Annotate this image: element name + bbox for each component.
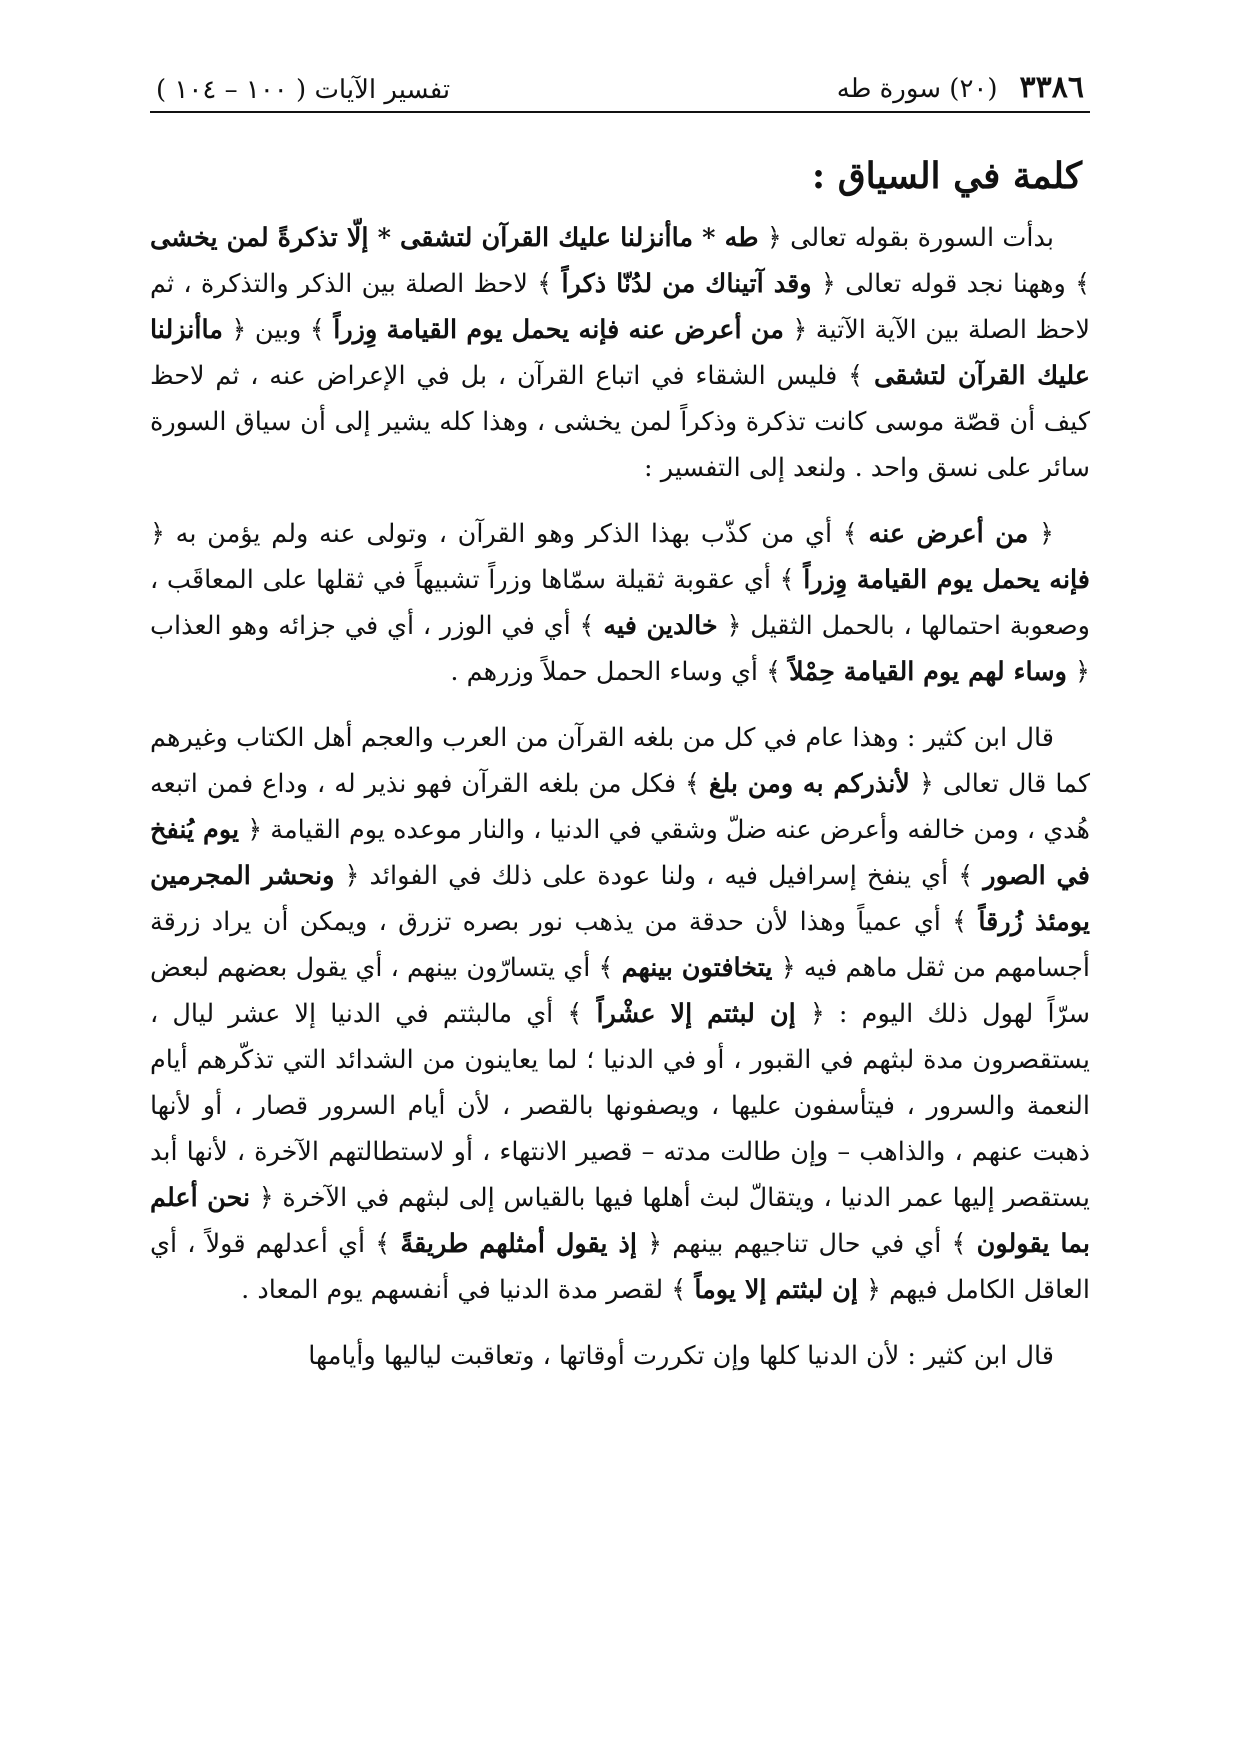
commentary-text: ﴾ فليس الشقاء في اتباع القرآن ، بل في الإعراض عنه ، ثم لاحظ كيف أن قصّة موسى كانت تذكرة وذكراً لمن يخشى ، وهذا كله يشير إلى أن سياق السورة سائر على نسق واحد . ولنعد إلى التفسير : [150, 361, 1090, 483]
commentary-text: ﴾ فكل من بلغه القرآن فهو نذير له ، وداع فمن اتبعه هُدي ، ومن خالفه وأعرض عنه ضلّ وشقي في الدنيا ، والنار موعده يوم القيامة ﴿ [150, 769, 1090, 845]
quran-quote: من أعرض عنه فإنه يحمل يوم القيامة وِزراً [333, 315, 784, 345]
commentary-text: ﴾ أي عقوبة ثقيلة سمّاها وزراً تشبيهاً في ثقلها على المعاقَب ، وصعوبة احتمالها ، بالحمل الثقيل ﴿ [150, 565, 1090, 641]
commentary-text: ﴾ وبين ﴿ [222, 315, 334, 345]
surah-name: (٢٠) سورة طه [836, 74, 998, 104]
quran-quote: من أعرض عنه [868, 519, 1029, 549]
commentary-text: ﴾ أي وساء الحمل حملاً وزرهم . [450, 657, 790, 687]
commentary-text: ﴾ أي مالبثتم في الدنيا إلا عشر ليال ، يستقصرون مدة لبثهم في القبور ، أو في الدنيا ؛ لما يعاينون من الشدائد التي تذكّرهم أيام النعمة والسرور ، فيتأسفون عليها ، ويصفونها بالقصر ، لأن أيام السرور قصار ، أو لأنها ذهبت عنهم ، والذاهب – وإن طالت مدته – قصير الانتهاء ، أو لاستطالتهم الآخرة ، لأنها أبد يستقصر إليها عمر الدنيا ، ويتقالّ لبث أهلها فيها بالقياس إلى لبثهم في الآخرة ﴿ [150, 999, 1090, 1213]
commentary-text: ﴾ أي عمياً وهذا لأن حدقة من يذهب نور بصره تزرق ، ويمكن أن يراد زرقة أجسامهم من ثقل ماهم فيه ﴿ [150, 907, 1091, 983]
quran-quote: يتخافتون بينهم [621, 953, 773, 983]
section-range: تفسير الآيات ( ١٠٠ – ١٠٤ ) [156, 75, 451, 105]
commentary-text: ﴾ أي في حال تناجيهم بينهم ﴿ [636, 1229, 977, 1259]
paragraph [150, 215, 1090, 491]
commentary-text: ﴾ أي من كذّب بهذا الذكر وهو القرآن ، وتولى عنه ولم يؤمن به ﴿ [150, 519, 869, 549]
commentary-text: ﴾ وههنا نجد قوله تعالى ﴿ [811, 269, 1091, 299]
section-title: كلمة في السياق : [811, 155, 1082, 197]
quran-quote: ماأنزلنا عليك القرآن لتشقى [150, 315, 1090, 391]
commentary-text: ﴾ أي ينفخ إسرافيل فيه ، ولنا عودة على ذلك في الفوائد ﴿ [334, 861, 984, 891]
page-number: ٣٣٨٦ [1019, 70, 1084, 105]
quran-quote: طه * ماأنزلنا عليك القرآن لتشقى * إلّا تذكرةً لمن يخشى [150, 223, 759, 253]
running-header [150, 70, 1090, 113]
commentary-text: قال ابن كثير : وهذا عام في كل من بلغه القرآن من العرب والعجم أهل الكتاب وغيرهم كما قال تعالى ﴿ [150, 723, 1090, 799]
commentary-text: ﴾ لاحظ الصلة بين الذكر والتذكرة ، ثم لاحظ الصلة بين الآية الآتية ﴿ [150, 269, 1091, 345]
commentary-text: ﴾ أي أعدلهم قولاً ، أي العاقل الكامل فيهم ﴿ [150, 1229, 1090, 1305]
quran-quote: لأنذركم به ومن بلغ [708, 769, 910, 799]
quran-quote: خالدين فيه [603, 611, 718, 641]
quran-quote: ونحشر المجرمين يومئذ زُرقاً [150, 861, 1090, 937]
quran-quote: نحن أعلم بما يقولون [150, 1183, 1091, 1259]
commentary-text: ﴿ [1028, 519, 1055, 549]
quran-quote: إن لبثتم إلا يوماً [694, 1275, 858, 1305]
header-right [837, 70, 1084, 105]
paragraph [150, 1333, 1090, 1379]
quran-quote: وقد آتيناك من لدُنّا ذكراً [561, 269, 812, 299]
quran-quote: إذ يقول أمثلهم طريقةً [400, 1229, 637, 1259]
commentary-text: ﴾ لقصر مدة الدنيا في أنفسهم يوم المعاد . [241, 1275, 695, 1305]
commentary-text: قال ابن كثير : لأن الدنيا كلها وإن تكررت أوقاتها ، وتعاقبت لياليها وأيامها [308, 1341, 1054, 1371]
paragraph [150, 511, 1090, 695]
paragraph [150, 715, 1090, 1313]
quran-quote: فإنه يحمل يوم القيامة وِزراً [803, 565, 1090, 595]
quran-quote: يوم يُنفخ في الصور [150, 815, 1090, 891]
commentary-text: ﴾ أي في الوزر ، أي في جزائه وهو العذاب ﴿ [150, 611, 1090, 687]
quran-quote: إن لبثتم إلا عشْراً [596, 999, 796, 1029]
quran-quote: وساء لهم يوم القيامة حِمْلاً [789, 657, 1067, 687]
commentary-text: ﴾ أي يتسارّون بينهم ، أي يقول بعضهم لبعض سرّاً لهول ذلك اليوم : ﴿ [150, 953, 1090, 1029]
commentary-text: بدأت السورة بقوله تعالى ﴿ [758, 223, 1054, 253]
body-text [150, 215, 1090, 1379]
